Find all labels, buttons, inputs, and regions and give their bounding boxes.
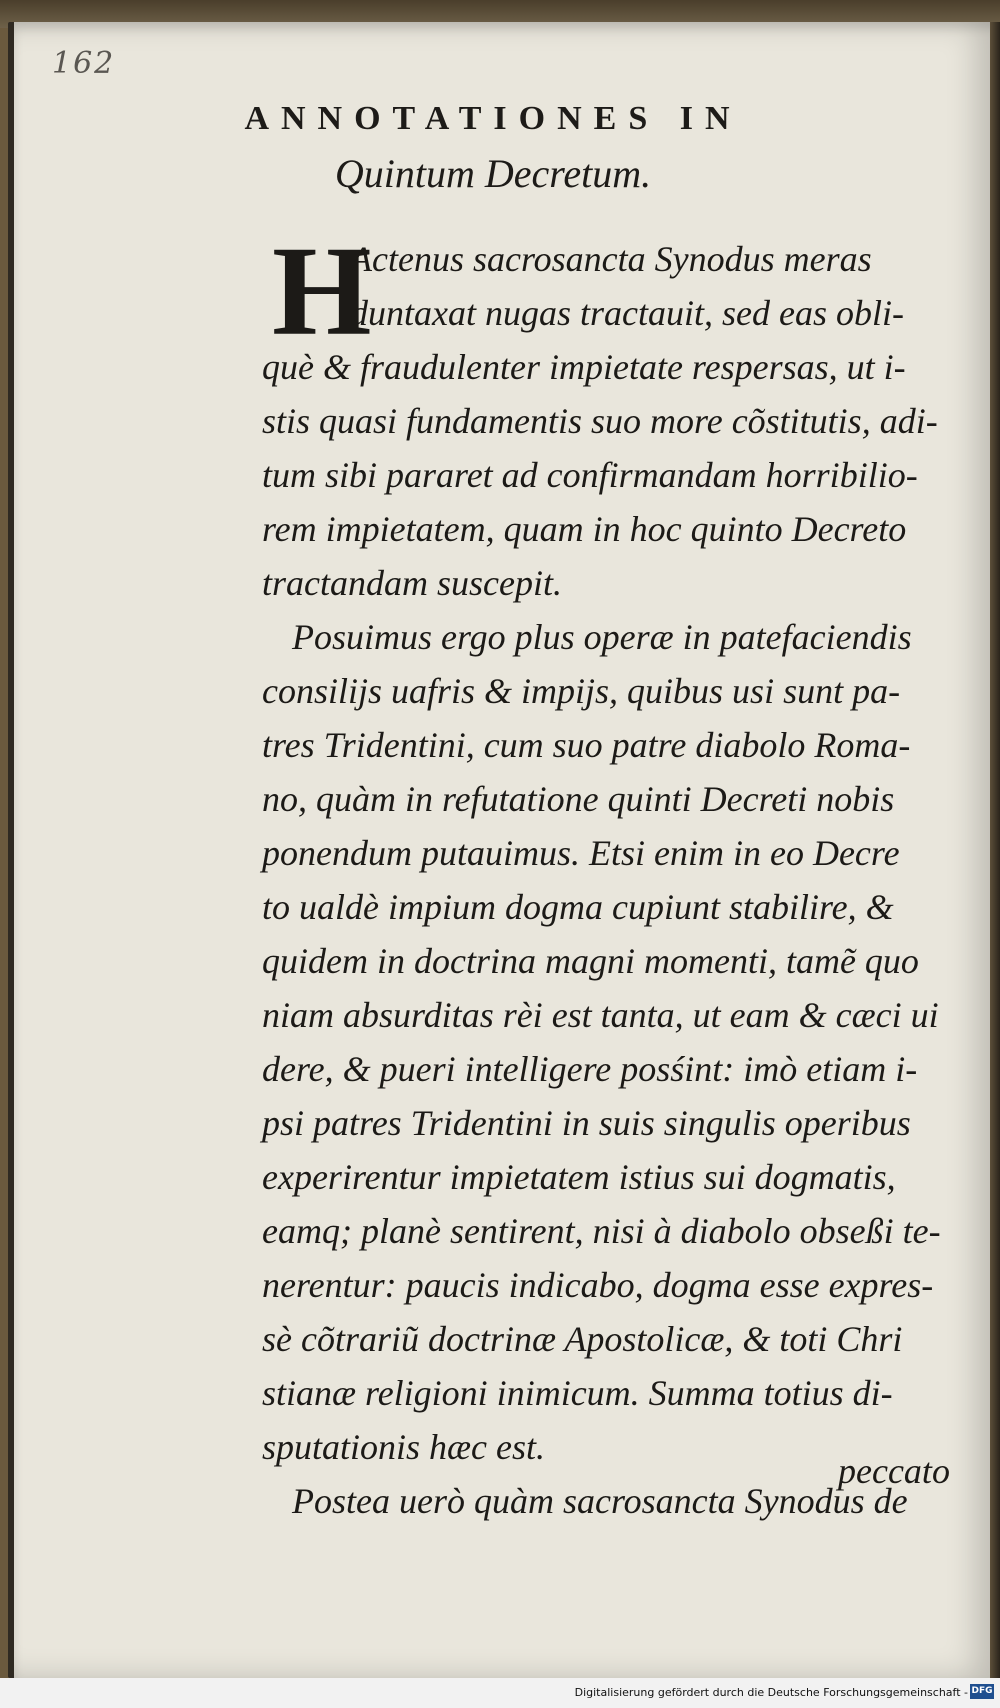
text-line: stianæ religioni inimicum. Summa totius di- bbox=[262, 1373, 893, 1413]
text-line: niam absurditas rèi est tanta, ut eam & cæci ui bbox=[262, 995, 939, 1035]
text-line: psi patres Tridentini in suis singulis operibus bbox=[262, 1103, 911, 1143]
text-line: quidem in doctrina magni momenti, tamẽ quo bbox=[262, 941, 919, 981]
text-line: tum sibi pararet ad confirmandam horribilio- bbox=[262, 455, 918, 495]
text-line: Actenus sacrosancta Synodus meras bbox=[350, 239, 872, 279]
text-line: sè cõtrariũ doctrinæ Apostolicæ, & toti Chri bbox=[262, 1319, 903, 1359]
body-text bbox=[262, 220, 962, 1528]
text-line: consilijs uafris & impijs, quibus usi sunt pa- bbox=[262, 671, 901, 711]
text-line: ponendum putauimus. Etsi enim in eo Decre bbox=[262, 833, 900, 873]
page-edge bbox=[990, 22, 1000, 1678]
text-line: què & fraudulenter impietate respersas, ut i- bbox=[262, 347, 906, 387]
text-line: sputationis hæc est. bbox=[262, 1427, 546, 1467]
page-header-subtitle: Quintum Decretum. bbox=[334, 151, 652, 196]
text-line: Postea uerò quàm sacrosancta Synodus de bbox=[292, 1481, 908, 1521]
text-line: Posuimus ergo plus operæ in patefaciendis bbox=[292, 617, 912, 657]
text-line: experirentur impietatem istius sui dogmatis, bbox=[262, 1157, 896, 1197]
page-header-title: ANNOTATIONES IN bbox=[244, 100, 742, 137]
dfg-logo-icon: DFG bbox=[970, 1684, 994, 1699]
page-number: 162 bbox=[52, 46, 116, 81]
text-line: to ualdè impium dogma cupiunt stabilire, & bbox=[262, 887, 894, 927]
catchword: peccato bbox=[838, 1451, 950, 1491]
text-line: rem impietatem, quam in hoc quinto Decreto bbox=[262, 509, 907, 549]
text-line: stis quasi fundamentis suo more cõstitutis, adi- bbox=[262, 401, 938, 441]
text-line: tractandam suscepit. bbox=[262, 563, 562, 603]
text-line: duntaxat nugas tractauit, sed eas obli- bbox=[350, 293, 904, 333]
text-line: tres Tridentini, cum suo patre diabolo Roma- bbox=[262, 725, 911, 765]
digitization-credit: Digitalisierung gefördert durch die Deutsche Forschungsgemeinschaft - bbox=[574, 1686, 968, 1699]
text-line: nerentur: paucis indicabo, dogma esse expres- bbox=[262, 1265, 934, 1305]
drop-cap: H bbox=[272, 220, 372, 362]
text-line: eamq; planè sentirent, nisi à diabolo obseßi te- bbox=[262, 1211, 941, 1251]
text-line: no, quàm in refutatione quinti Decreti nobis bbox=[262, 779, 895, 819]
text-line: dere, & pueri intelligere posśint: imò etiam i- bbox=[262, 1049, 918, 1089]
